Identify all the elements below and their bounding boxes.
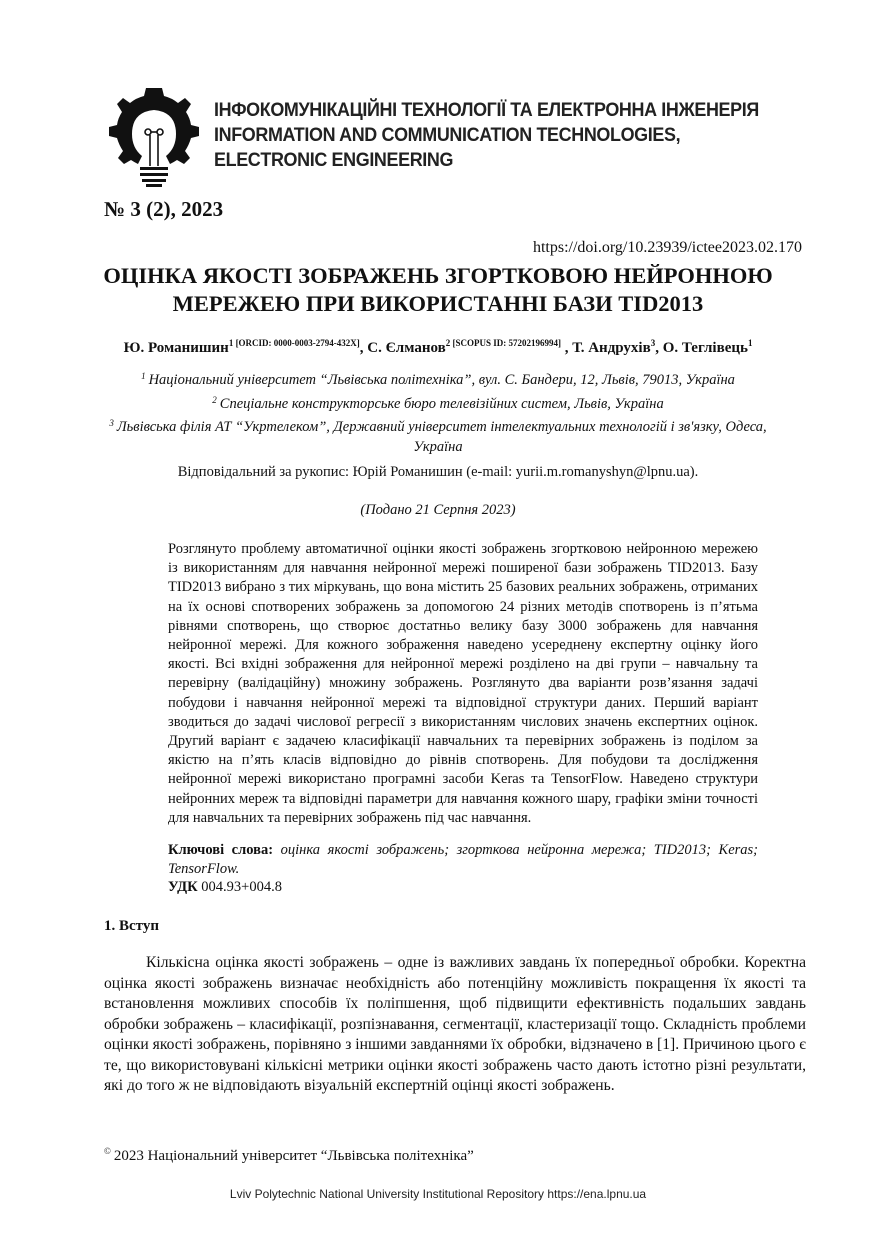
abstract: Розглянуто проблему автоматичної оцінки якості зображень згортковою нейронною мережею із використанням для навчання нейронної мережі поширеної бази зображень TID2013. Базу TID2013 вибрано з тих міркувань, що вона містить 25 базових реальних зображень, отриманих на їх основі спотворених зображень за допомогою 24 різних методів спотворень із п’ятьма рівнями спотворень, що створює достатньо велику базу 3000 зображень для навчання нейронної мережі. Для кожного зображення наведено усереднену експертну оцінку його якості. Всі вхідні зображення для нейронної мережі розділено на дві групи – навчальну та перевірну (валідаційну) множину зображень. Розглянуто два варіанти розв’язання задачі побудови і навчання нейронної мережі та відповідної структури даних. Перший варіант зводиться до задачі числової регресії з використанням числових значень експертних оцінок. Другий варіант є задачею класифікації навчальних та перевірних зображень із поділом за якістю на п’ять класів відповідно до рівнів спотворень. Для побудови та дослідження нейронної мережі використано програмні засоби Keras та TensorFlow. Наведено структури нейронних мереж та відповідні параметри для навчання кожного шару, графіки зміни точності для навчальних та перевірних зображень під час навчання. — [168, 541, 758, 826]
article-title-line: МЕРЕЖЕЮ ПРИ ВИКОРИСТАННІ БАЗИ TID2013 — [172, 291, 704, 316]
keywords-label: Ключові слова: — [168, 842, 274, 858]
affiliation-item — [0, 367, 876, 391]
author-superscript: 2 [SCOPUS ID: 57202196994] — [445, 338, 561, 348]
doi-link[interactable]: https://doi.org/10.23939/ictee2023.02.170 — [532, 239, 802, 256]
author-separator: , — [655, 340, 663, 356]
copyright-text: 2023 Національний університет “Львівська політехніка” — [113, 1148, 474, 1164]
affiliations — [0, 367, 876, 457]
author-superscript: 3 — [650, 338, 656, 348]
issue-number: № 3 (2), 2023 — [104, 197, 224, 221]
affiliation-item — [108, 414, 768, 457]
author-superscript: 1 [ORCID: 0000-0003-2794-432X] — [228, 338, 360, 348]
journal-title-en-line2: ELECTRONIC ENGINEERING — [214, 149, 454, 171]
affiliation-item — [0, 391, 876, 415]
article-title — [0, 262, 876, 318]
author-separator: , — [359, 340, 368, 356]
journal-title-ua: ІНФОКОМУНІКАЦІЙНІ ТЕХНОЛОГІЇ ТА ЕЛЕКТРОННА ІНЖЕНЕРІЯ — [214, 99, 759, 121]
copyright-notice — [104, 1146, 474, 1165]
repository-footer: Lviv Polytechnic National University Institutional Repository https://ena.lpnu.ua — [229, 1187, 647, 1201]
copyright-icon: © — [104, 1146, 111, 1156]
affiliation-text: Спеціальне конструкторське бюро телевізійних систем, Львів, Україна — [219, 395, 664, 412]
section-heading: 1. Вступ — [104, 918, 159, 934]
keywords — [168, 841, 758, 879]
affiliation-number: 2 — [212, 394, 217, 405]
intro-paragraph: Кількісна оцінка якості зображень – одне із важливих завдань їх попередньої обробки. Коректна оцінка якості зображень визначає необхідність або потенційну можливість покращення їх якості та встановлення можливих способів їх поліпшення, щоб підвищити ефективність подальших завдань обробки зображень – класифікації, розпізнавання, сегментації, кластеризації тощо. Складність проблеми оцінки якості зображень, порівняно з іншими завданнями їх обробки, відзначено в [1]. Причиною цього є те, що використовувані кількісні метрики оцінки якості зображень часто дають істотно різні результати, які до того ж не відповідають візуальній експертній оцінці якості зображень. — [104, 954, 806, 1094]
udc-code — [168, 879, 282, 896]
author-name: С. Єлманов — [367, 340, 446, 356]
author-name: О. Теглівець — [662, 340, 748, 356]
author-name: Т. Андрухів — [572, 340, 651, 356]
submission-date: (Подано 21 Серпня 2023) — [360, 502, 516, 518]
affiliation-text: Національний університет “Львівська політехніка”, вул. С. Бандери, 12, Львів, 79013, Україна — [148, 372, 735, 388]
udc-label: УДК — [168, 879, 198, 895]
corresponding-author: Відповідальний за рукопис: Юрій Романишин (e-mail: yurii.m.romanyshyn@lpnu.ua). — [177, 464, 699, 480]
journal-title-en-line1: INFORMATION AND COMMUNICATION TECHNOLOGIES, — [214, 124, 681, 146]
author-list — [0, 338, 876, 357]
affiliation-text: Львівська філія АТ “Укртелеком”, Державний університет інтелектуальних технологій і зв'язку, Одеса, Україна — [116, 419, 767, 455]
author-separator: , — [560, 340, 573, 356]
affiliation-number: 3 — [109, 418, 114, 428]
udc-value: 004.93+004.8 — [201, 879, 282, 895]
author-name: Ю. Романишин — [123, 340, 229, 356]
affiliation-number: 1 — [141, 371, 146, 381]
journal-logo-gear-lightbulb-icon — [104, 82, 204, 190]
keywords-list: оцінка якості зображень; згорткова нейронна мережа; TID2013; Keras; TensorFlow. — [168, 842, 758, 878]
author-superscript: 1 — [747, 338, 753, 348]
article-title-line: ОЦІНКА ЯКОСТІ ЗОБРАЖЕНЬ ЗГОРТКОВОЮ НЕЙРОННОЮ — [103, 263, 773, 288]
journal-title — [214, 98, 759, 173]
